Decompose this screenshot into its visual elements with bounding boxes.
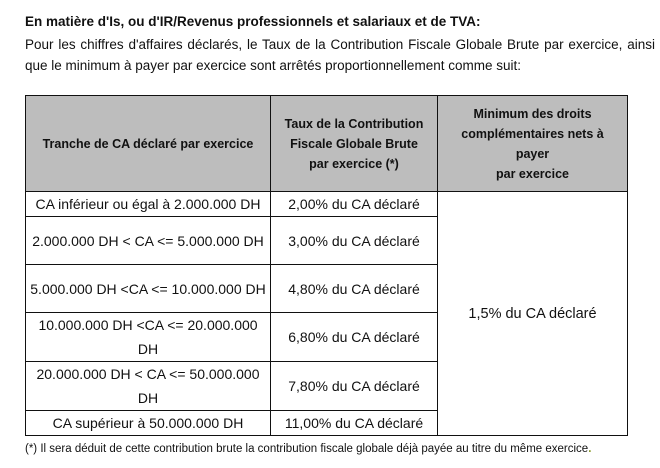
cell-taux: 3,00% du CA déclaré: [271, 217, 438, 265]
footnote-text: (*) Il sera déduit de cette contribution brute la contribution fiscale globale déjà payée au titre du même exercice: [25, 443, 589, 455]
table-header-row: [26, 96, 628, 192]
footnote-period: .: [588, 443, 592, 455]
cell-tranche: CA supérieur à 50.000.000 DH: [26, 411, 271, 436]
header-taux: [271, 96, 438, 192]
cell-tranche: 10.000.000 DH <CA <= 20.000.000 DH: [26, 313, 271, 362]
cell-minimum: 1,5% du CA déclaré: [438, 192, 628, 436]
cell-tranche: 2.000.000 DH < CA <= 5.000.000 DH: [26, 217, 271, 265]
header-minimum-line: Minimum des droits: [473, 106, 592, 121]
cell-tranche: 20.000.000 DH < CA <= 50.000.000 DH: [26, 362, 271, 411]
cell-taux: 4,80% du CA déclaré: [271, 265, 438, 313]
cell-taux: 7,80% du CA déclaré: [271, 362, 438, 411]
header-taux-line: Fiscale Globale Brute: [290, 136, 418, 151]
cell-tranche: 5.000.000 DH <CA <= 10.000.000 DH: [26, 265, 271, 313]
header-minimum-line: par exercice: [496, 166, 569, 181]
tax-rate-table: [25, 95, 628, 436]
header-taux-line: Taux de la Contribution: [284, 116, 424, 131]
header-taux-line: par exercice (*): [309, 156, 399, 171]
cell-taux: 11,00% du CA déclaré: [271, 411, 438, 436]
header-minimum-line: payer: [515, 146, 550, 161]
cell-tranche: CA inférieur ou égal à 2.000.000 DH: [26, 192, 271, 217]
header-minimum-line: complémentaires nets à: [461, 126, 604, 141]
cell-taux: 6,80% du CA déclaré: [271, 313, 438, 362]
section-heading: En matière d'Is, ou d'IR/Revenus professionnels et salariaux et de TVA:: [25, 14, 481, 29]
header-minimum: [438, 96, 628, 192]
cell-taux: 2,00% du CA déclaré: [271, 192, 438, 217]
intro-paragraph: Pour les chiffres d'affaires déclarés, le Taux de la Contribution Fiscale Globale Brute par exercice, ainsi que le minimum à payer par exercice sont arrêtés proportionnellement comme suit:: [25, 37, 655, 73]
header-tranche: Tranche de CA déclaré par exercice: [26, 96, 271, 192]
table-row: [26, 192, 628, 217]
footnote: [25, 441, 591, 457]
